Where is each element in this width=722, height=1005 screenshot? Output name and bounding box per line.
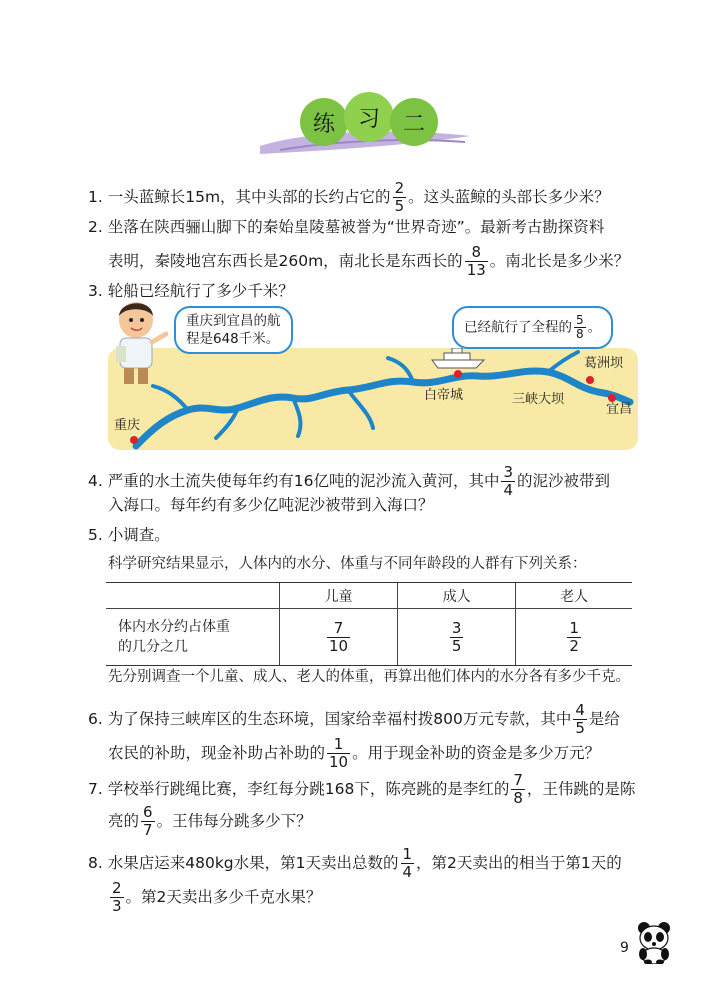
chongqing-label: 重庆: [114, 418, 141, 433]
q5-title: 小调查。: [107, 526, 170, 544]
chongqing-marker: [130, 436, 138, 444]
baidi-label: 白帝城: [424, 388, 464, 403]
progress-speech-bubble: [452, 306, 613, 349]
water-weight-table: [106, 582, 632, 666]
q8-text-a: 水果店运来480kg水果，第1天卖出总数的: [107, 854, 399, 872]
banner-char-3: 二: [390, 98, 438, 146]
table-header-empty: [106, 583, 280, 609]
q6-fraction-2: $\frac{1}{10}$: [329, 735, 349, 771]
q8-text-c: 。第2天卖出多少千克水果？: [125, 888, 322, 906]
q1-fraction: $\frac{2}{5}$: [394, 179, 405, 215]
table-cell-child: $\frac{7}{10}$: [280, 609, 398, 666]
question-4-line-1: [88, 464, 610, 499]
gezhouba-label: 葛洲坝: [584, 356, 624, 371]
baidi-marker: [454, 370, 462, 378]
q4-text-a: 严重的水土流失使每年约有16亿吨的泥沙流入黄河，其中: [107, 472, 500, 490]
ship-drawing: [430, 348, 486, 370]
table-row: [106, 609, 632, 666]
q1-number: 1.: [88, 188, 103, 206]
table-header-adult: 成人: [398, 583, 516, 609]
q7-text-b: ，王伟跳的是陈: [526, 780, 636, 798]
q6-number: 6.: [88, 710, 103, 728]
page-number: 9: [620, 940, 629, 956]
q2-fraction: $\frac{8}{13}$: [466, 243, 486, 279]
question-8-line-1: [88, 846, 622, 881]
q1-text-b: 。这头蓝鲸的头部长多少米？: [408, 188, 610, 206]
q7-number: 7.: [88, 780, 103, 798]
q7-fraction-2: $\frac{6}{7}$: [143, 803, 153, 839]
q4-text-b: 的泥沙被带到: [517, 472, 611, 490]
ship-icon: [430, 348, 486, 370]
q5-intro: 科学研究结果显示，人体内的水分、体重与不同年龄段的人群有下列关系：: [108, 556, 587, 572]
q6-text-c: 农民的补助，现金补助占补助的: [108, 744, 326, 762]
sanxia-label: 三峡大坝: [512, 392, 565, 407]
q4-number: 4.: [88, 472, 103, 490]
bubble-left-line-1: 重庆到宜昌的航: [186, 313, 281, 329]
q7-text-d: 。王伟每分跳多少下？: [156, 812, 312, 830]
q5-task: 先分别调查一个儿童、成人、老人的体重，再算出他们体内的水分各有多少千克。: [108, 669, 630, 685]
q6-fraction-1: $\frac{4}{5}$: [575, 701, 585, 737]
q8-fraction-2: $\frac{2}{3}$: [112, 879, 122, 915]
yichang-label: 宜昌: [606, 402, 633, 417]
table-header-child: 儿童: [280, 583, 398, 609]
question-7-line-2: [108, 804, 312, 839]
river-map: [108, 348, 638, 450]
table-header-elder: 老人: [516, 583, 632, 609]
question-2-line-1: [88, 217, 604, 237]
q8-number: 8.: [88, 854, 103, 872]
q6-text-d: 。用于现金补助的资金是多少万元？: [352, 744, 601, 762]
boy-figure: [106, 296, 176, 388]
q2-line-2a: 表明，秦陵地宫东西长是260m，南北长是东西长的: [108, 252, 463, 270]
bubble-right-text: 已经航行了全程的: [464, 319, 572, 336]
question-4-line-2: 入海口。每年约有多少亿吨泥沙被带到入海口？: [108, 496, 434, 514]
table-header-row: [106, 583, 632, 609]
bubble-left-line-2: 程是648千米。: [186, 331, 280, 347]
question-2-line-2: [108, 244, 629, 279]
banner-char-2: 习: [344, 92, 394, 142]
boy-illustration: [106, 296, 176, 388]
q2-line-2b: 。南北长是多少米？: [489, 252, 630, 270]
q7-fraction-1: $\frac{7}{8}$: [513, 771, 523, 807]
q1-text-a: 一头蓝鲸长15m，其中头部的长约占它的: [107, 188, 391, 206]
q4-fraction: $\frac{3}{4}$: [503, 463, 514, 499]
q3-text: 轮船已经航行了多少千米？: [107, 282, 294, 300]
panda-icon: [634, 920, 674, 964]
q7-text-a: 学校举行跳绳比赛，李红每分跳168下，陈亮跳的是李红的: [107, 780, 510, 798]
table-cell-elder: $\frac{1}{2}$: [516, 609, 632, 666]
gezhouba-marker: [586, 376, 594, 384]
question-6-line-2: [108, 736, 600, 771]
question-8-line-2: [108, 880, 321, 915]
question-6-line-1: [88, 702, 620, 737]
q5-number: 5.: [88, 526, 103, 544]
distance-speech-bubble: [174, 306, 293, 354]
banner: [250, 92, 480, 162]
q2-number: 2.: [88, 218, 103, 236]
panda-drawing: [634, 920, 674, 964]
question-1: [88, 180, 610, 215]
q8-fraction-1: $\frac{1}{4}$: [402, 845, 413, 881]
banner-char-1: 练: [300, 98, 348, 146]
q6-text-b: 是给: [588, 710, 620, 728]
bubble-right-end: 。: [587, 319, 602, 336]
question-5: [88, 525, 170, 545]
bubble-right-fraction: $\frac{5}{8}$: [576, 313, 584, 341]
q6-text-a: 为了保持三峡库区的生态环境，国家给幸福村拨800万元专款，其中: [107, 710, 572, 728]
q3-number: 3.: [88, 282, 103, 300]
table-row-label: 体内水分约占体重 的几分之几: [106, 609, 280, 666]
q7-text-c: 亮的: [108, 812, 140, 830]
q2-line-1: 坐落在陕西骊山脚下的秦始皇陵墓被誉为“世界奇迹”。最新考古勘探资料: [107, 218, 605, 236]
table-cell-adult: $\frac{3}{5}$: [398, 609, 516, 666]
q8-text-b: ，第2天卖出的相当于第1天的: [416, 854, 622, 872]
question-7-line-1: [88, 772, 635, 807]
